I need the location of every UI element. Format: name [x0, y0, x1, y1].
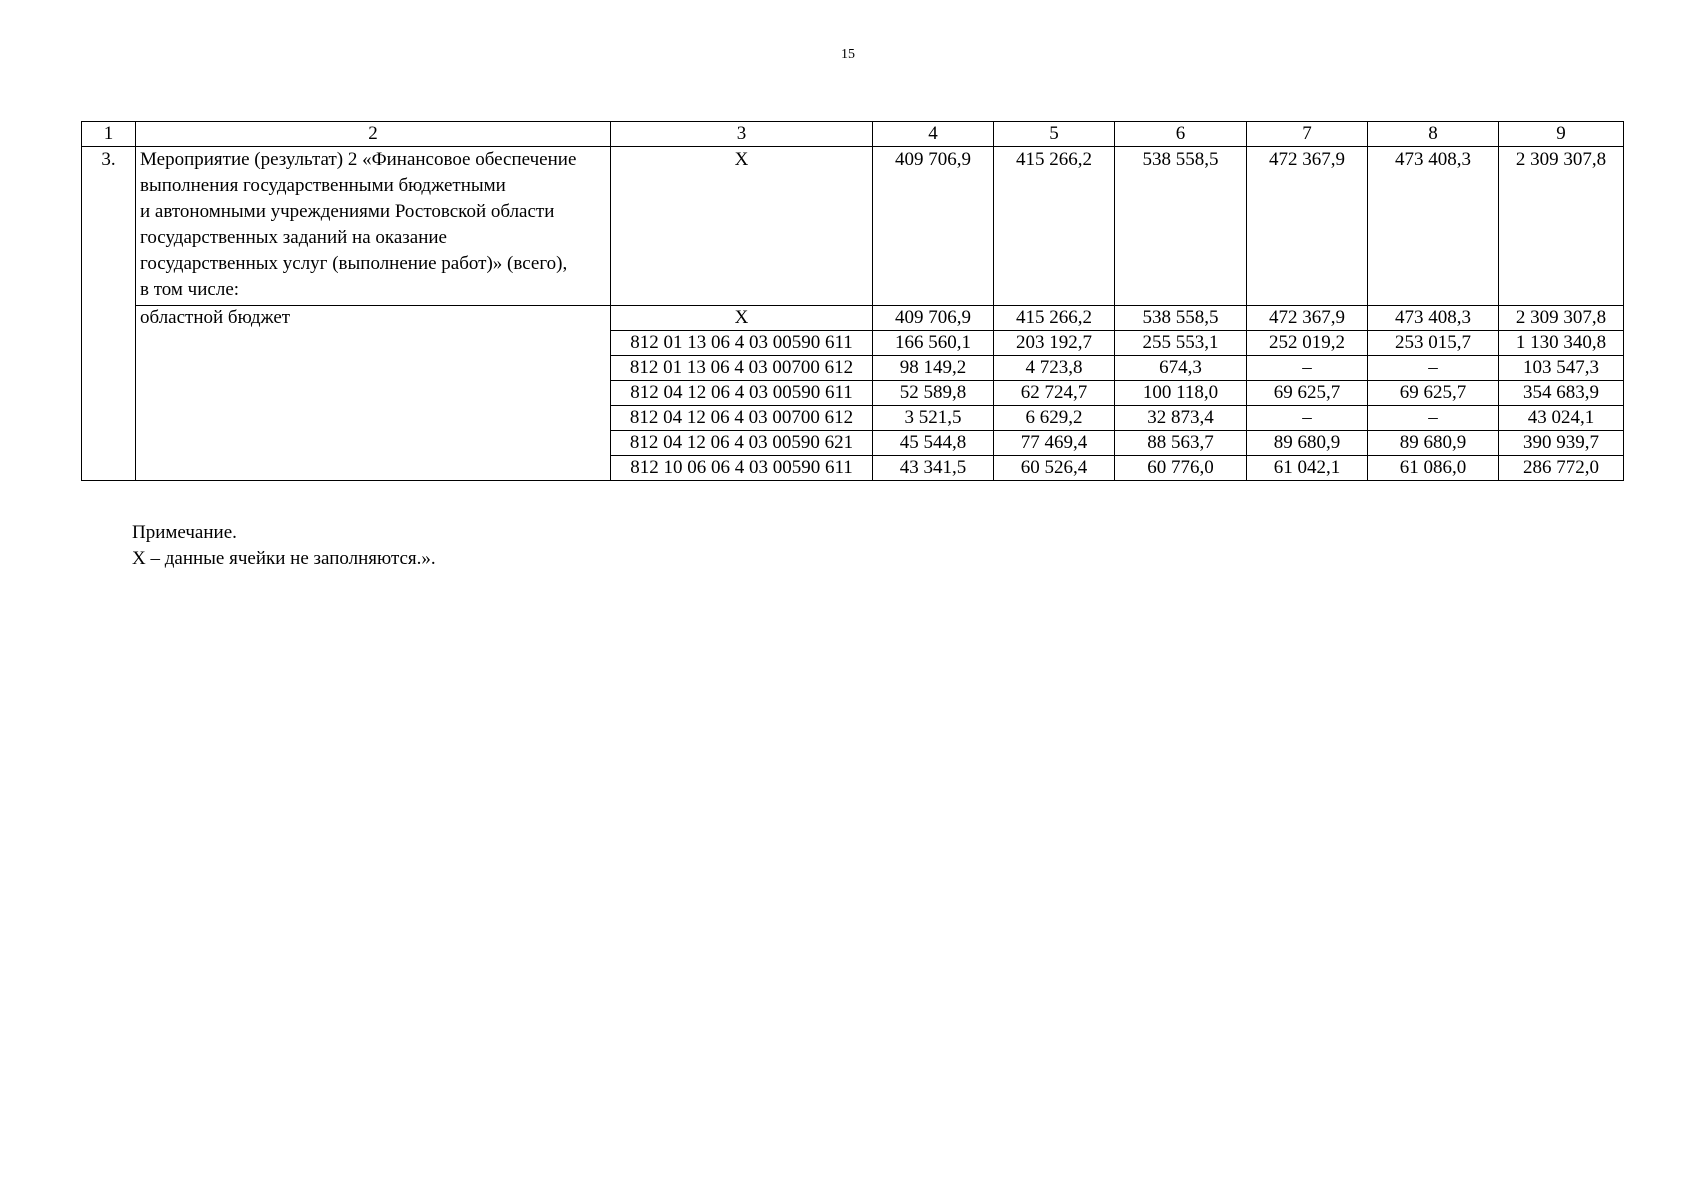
value-cell: 255 553,1 — [1115, 331, 1247, 356]
value-cell: 69 625,7 — [1247, 381, 1368, 406]
value-cell: 354 683,9 — [1499, 381, 1624, 406]
value-cell: 88 563,7 — [1115, 431, 1247, 456]
page-number: 15 — [841, 47, 855, 62]
budget-code: 812 01 13 06 4 03 00590 611 — [611, 331, 873, 356]
header-cell: 9 — [1499, 122, 1624, 147]
budget-code: X — [611, 147, 873, 306]
value-cell: 98 149,2 — [873, 356, 994, 381]
value-cell: 286 772,0 — [1499, 456, 1624, 481]
header-cell: 4 — [873, 122, 994, 147]
activity-name-line: государственных заданий на оказание — [140, 227, 447, 248]
value-cell: – — [1247, 406, 1368, 431]
table-row — [82, 306, 1624, 331]
value-cell: – — [1247, 356, 1368, 381]
value-cell: 472 367,9 — [1247, 306, 1368, 331]
value-cell: 472 367,9 — [1247, 147, 1368, 306]
table-header-row — [82, 122, 1624, 147]
header-cell: 7 — [1247, 122, 1368, 147]
value-cell: – — [1368, 406, 1499, 431]
value-cell: 203 192,7 — [994, 331, 1115, 356]
budget-table — [81, 121, 1624, 481]
budget-code: 812 01 13 06 4 03 00700 612 — [611, 356, 873, 381]
header-cell: 5 — [994, 122, 1115, 147]
value-cell: 45 544,8 — [873, 431, 994, 456]
value-cell: 473 408,3 — [1368, 306, 1499, 331]
header-cell: 8 — [1368, 122, 1499, 147]
budget-code: 812 04 12 06 4 03 00590 611 — [611, 381, 873, 406]
budget-code: X — [611, 306, 873, 331]
value-cell: 43 341,5 — [873, 456, 994, 481]
value-cell: 100 118,0 — [1115, 381, 1247, 406]
value-cell: 6 629,2 — [994, 406, 1115, 431]
value-cell: 538 558,5 — [1115, 147, 1247, 306]
value-cell: 415 266,2 — [994, 147, 1115, 306]
value-cell: 77 469,4 — [994, 431, 1115, 456]
table-row-main — [82, 147, 1624, 306]
value-cell: 409 706,9 — [873, 306, 994, 331]
activity-name-line: государственных услуг (выполнение работ)» (всего), — [140, 253, 568, 274]
value-cell: 103 547,3 — [1499, 356, 1624, 381]
row-number: 3. — [82, 147, 136, 481]
activity-name-line: Мероприятие (результат) 2 «Финансовое обеспечение — [140, 149, 577, 170]
value-cell: 89 680,9 — [1368, 431, 1499, 456]
value-cell: 538 558,5 — [1115, 306, 1247, 331]
value-cell: 2 309 307,8 — [1499, 147, 1624, 306]
value-cell: 166 560,1 — [873, 331, 994, 356]
header-cell: 3 — [611, 122, 873, 147]
value-cell: 69 625,7 — [1368, 381, 1499, 406]
value-cell: 2 309 307,8 — [1499, 306, 1624, 331]
budget-code: 812 10 06 06 4 03 00590 611 — [611, 456, 873, 481]
value-cell: 415 266,2 — [994, 306, 1115, 331]
header-cell: 1 — [82, 122, 136, 147]
header-cell: 6 — [1115, 122, 1247, 147]
value-cell: 61 086,0 — [1368, 456, 1499, 481]
value-cell: 52 589,8 — [873, 381, 994, 406]
value-cell: 61 042,1 — [1247, 456, 1368, 481]
value-cell: 60 776,0 — [1115, 456, 1247, 481]
value-cell: 1 130 340,8 — [1499, 331, 1624, 356]
value-cell: 62 724,7 — [994, 381, 1115, 406]
value-cell: 4 723,8 — [994, 356, 1115, 381]
value-cell: – — [1368, 356, 1499, 381]
value-cell: 390 939,7 — [1499, 431, 1624, 456]
value-cell: 674,3 — [1115, 356, 1247, 381]
value-cell: 473 408,3 — [1368, 147, 1499, 306]
note-text: Х – данные ячейки не заполняются.». — [132, 548, 436, 569]
activity-name-line: в том числе: — [140, 279, 240, 300]
value-cell: 60 526,4 — [994, 456, 1115, 481]
value-cell: 3 521,5 — [873, 406, 994, 431]
header-cell: 2 — [136, 122, 611, 147]
budget-code: 812 04 12 06 4 03 00700 612 — [611, 406, 873, 431]
note-title: Примечание. — [132, 522, 237, 543]
value-cell: 253 015,7 — [1368, 331, 1499, 356]
budget-code: 812 04 12 06 4 03 00590 621 — [611, 431, 873, 456]
sub-label: областной бюджет — [136, 306, 611, 481]
activity-name — [136, 147, 611, 306]
value-cell: 89 680,9 — [1247, 431, 1368, 456]
activity-name-line: и автономными учреждениями Ростовской области — [140, 201, 555, 222]
value-cell: 409 706,9 — [873, 147, 994, 306]
value-cell: 252 019,2 — [1247, 331, 1368, 356]
value-cell: 43 024,1 — [1499, 406, 1624, 431]
activity-name-line: выполнения государственными бюджетными — [140, 175, 506, 196]
value-cell: 32 873,4 — [1115, 406, 1247, 431]
